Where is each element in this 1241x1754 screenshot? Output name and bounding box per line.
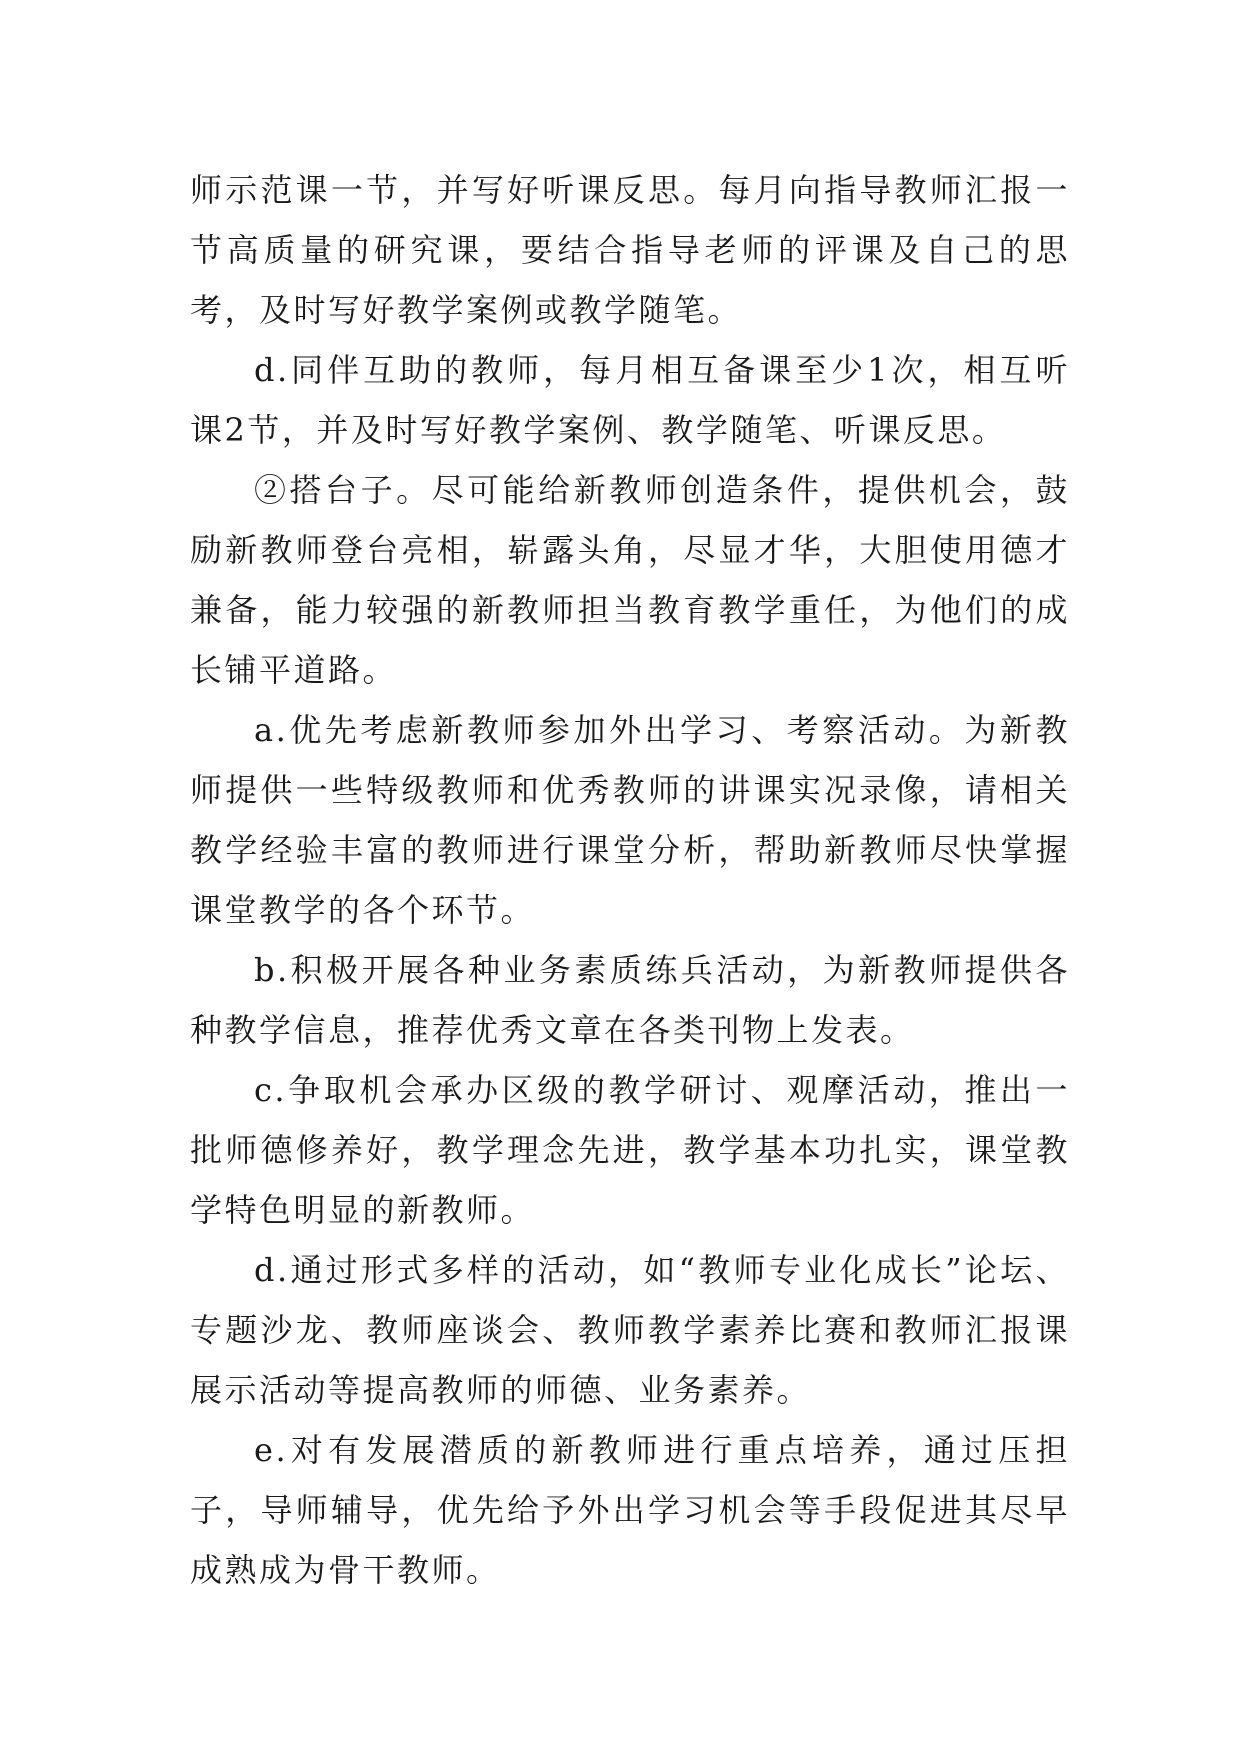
- paragraph-item-b: b.积极开展各种业务素质练兵活动，为新教师提供各种教学信息，推荐优秀文章在各类刊物上发表。: [190, 951, 1070, 1049]
- paragraph-item-d-peer: d.同伴互助的教师，每月相互备课至少1次，相互听课2节，并及时写好教学案例、教学随笔、听课反思。: [190, 351, 1070, 449]
- paragraph-item-e: e.对有发展潜质的新教师进行重点培养，通过压担子，导师辅导，优先给予外出学习机会等手段促进其尽早成熟成为骨干教师。: [190, 1431, 1070, 1589]
- paragraph-platform: ②搭台子。尽可能给新教师创造条件，提供机会，鼓励新教师登台亮相，崭露头角，尽显才华，大胆使用德才兼备，能力较强的新教师担当教育教学重任，为他们的成长铺平道路。: [190, 471, 1070, 689]
- paragraph-item-a: a.优先考虑新教师参加外出学习、考察活动。为新教师提供一些特级教师和优秀教师的讲课实况录像，请相关教学经验丰富的教师进行课堂分析，帮助新教师尽快掌握课堂教学的各个环节。: [190, 711, 1070, 929]
- paragraph-continuation: 师示范课一节，并写好听课反思。每月向指导教师汇报一节高质量的研究课，要结合指导老师的评课及自己的思考，及时写好教学案例或教学随笔。: [190, 171, 1070, 329]
- document-body: [190, 160, 1070, 1600]
- paragraph-item-c: c.争取机会承办区级的教学研讨、观摩活动，推出一批师德修养好，教学理念先进，教学基本功扎实，课堂教学特色明显的新教师。: [190, 1071, 1070, 1229]
- paragraph-item-d-activities: d.通过形式多样的活动，如“教师专业化成长”论坛、专题沙龙、教师座谈会、教师教学素养比赛和教师汇报课展示活动等提高教师的师德、业务素养。: [190, 1251, 1070, 1409]
